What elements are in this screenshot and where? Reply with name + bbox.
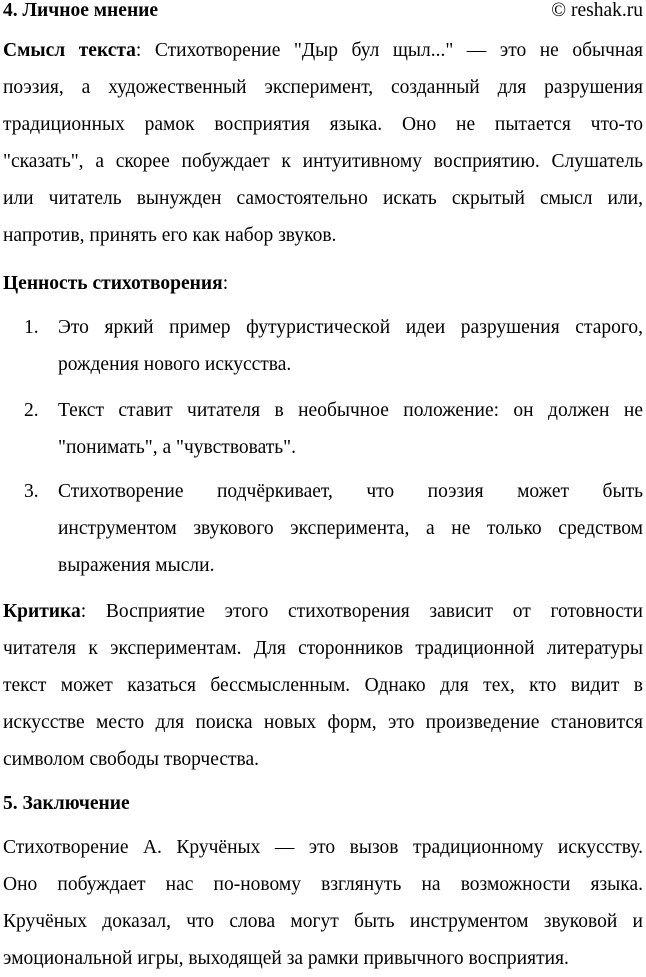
section-5-title: 5. Заключение <box>3 793 130 814</box>
conclusion-paragraph: Стихотворение А. Кручёных — это вызов традиционному искусству. Оно побуждает нас по-новому взглянуть на возможности языка. Кручёных доказал, что слова могут быть инструментом звуковой и эмоциональной игры, выходящей за рамки привычного восприятия. <box>3 837 643 969</box>
list-item: 1. Это яркий пример футуристической идеи разрушения старого, рождения нового искусства. <box>58 309 643 383</box>
criticism-paragraph: Критика: Восприятие этого стихотворения зависит от готовности читателя к экспериментам. Для сторонников традиционной литературы текст может казаться бессмысленным. Однако для тех, кто видит в искусстве место для поиска новых форм, это произведение становится символом свободы творчества. <box>3 601 643 770</box>
meaning-label: Смысл текста <box>3 40 136 61</box>
section-4-title: 4. Личное мнение <box>3 0 159 21</box>
list-item: 2. Текст ставит читателя в необычное положение: он должен не "понимать", а "чувствовать". <box>58 392 643 466</box>
value-heading: Ценность стихотворения: <box>3 273 229 294</box>
paragraph-line: или читатель вынужден самостоятельно искать скрытый смысл или, <box>3 188 643 209</box>
list-number: 3. <box>24 481 39 502</box>
list-number: 1. <box>24 317 39 338</box>
list-number: 2. <box>24 400 39 421</box>
criticism-label: Критика <box>3 601 81 622</box>
paragraph-line: традиционных рамок восприятия языка. Оно не пытается что-то <box>3 114 643 135</box>
paragraph-line: поэзия, а художественный эксперимент, созданный для разрушения <box>3 77 643 98</box>
value-label: Ценность стихотворения <box>3 273 223 294</box>
paragraph-line: напротив, принять его как набор звуков. <box>3 225 337 246</box>
list-item: 3. Стихотворение подчёркивает, что поэзия может быть инструментом звукового эксперимента, а не только средством выражения мысли. <box>58 473 643 584</box>
copyright-label: © reshak.ru <box>551 0 643 21</box>
paragraph-line: "сказать", а скорее побуждает к интуитивному восприятию. Слушатель <box>3 151 643 172</box>
paragraph-line: Смысл текста: Стихотворение "Дыр бул щыл..." — это не обычная <box>3 40 643 61</box>
meaning-paragraph <box>3 32 643 254</box>
